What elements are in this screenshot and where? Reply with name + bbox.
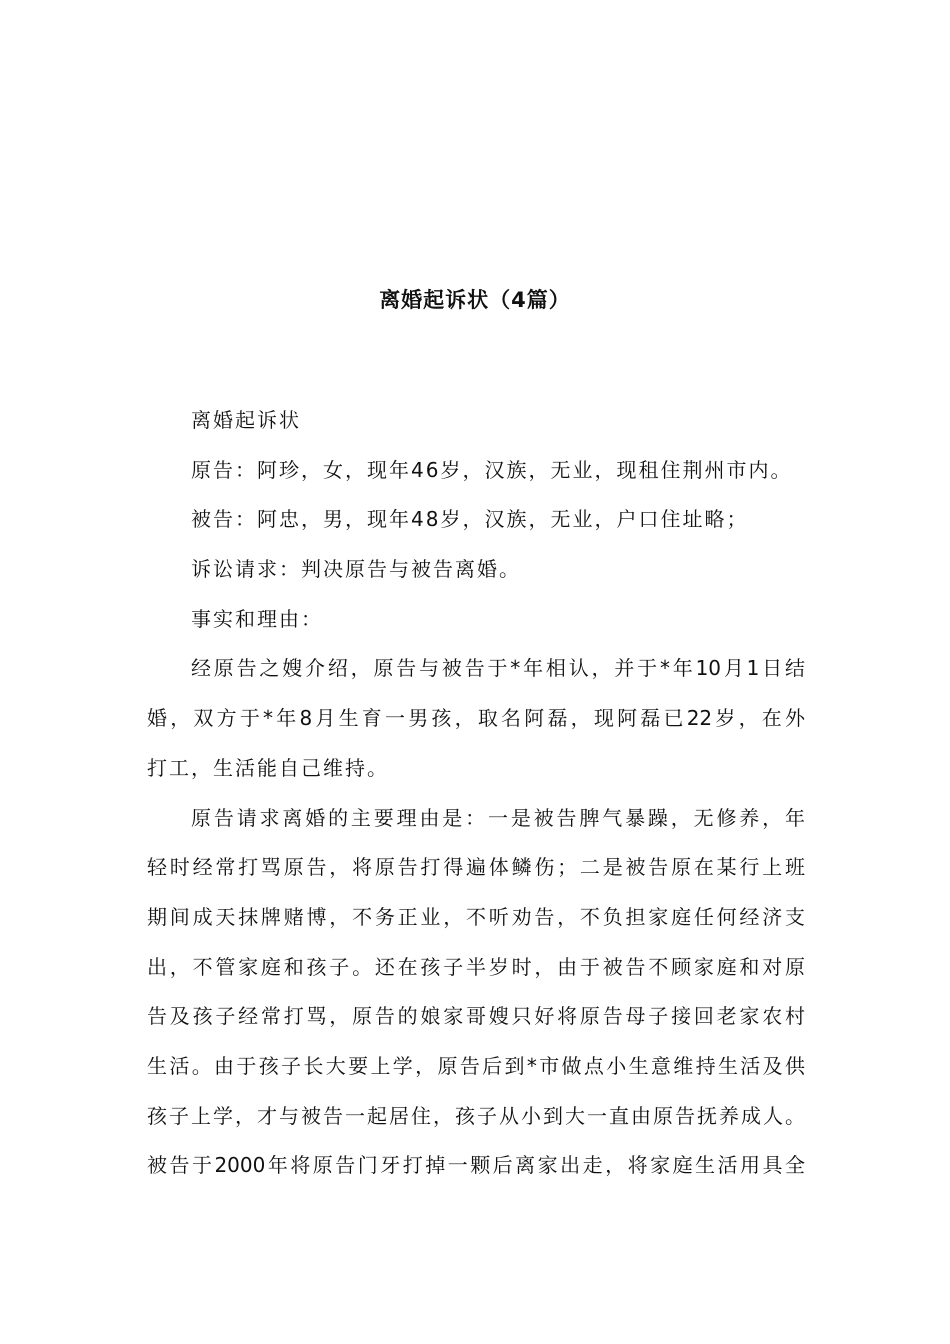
text-line: 经原告之嫂介绍，原告与被告于*年相认，并于*年10月1日结 bbox=[191, 656, 805, 681]
text-line: 打工，生活能自己维持。 bbox=[147, 755, 389, 780]
text-line: 事实和理由： bbox=[191, 606, 323, 631]
text-line: 期间成天抹牌赌博，不务正业，不听劝告，不负担家庭任何经济支 bbox=[147, 904, 805, 929]
text-line: 被告于2000年将原告门牙打掉一颗后离家出走，将家庭生活用具全 bbox=[147, 1153, 805, 1178]
text-line: 原告：阿珍，女，现年46岁，汉族，无业，现租住荆州市内。 bbox=[191, 457, 793, 482]
text-line: 告及孩子经常打骂，原告的娘家哥嫂只好将原告母子接回老家农村 bbox=[147, 1004, 805, 1029]
document-body bbox=[147, 402, 805, 1197]
text-line: 离婚起诉状 bbox=[191, 408, 301, 432]
text-line: 轻时经常打骂原告，将原告打得遍体鳞伤；二是被告原在某行上班 bbox=[147, 855, 805, 880]
text-line: 孩子上学，才与被告一起居住，孩子从小到大一直由原告抚养成人。 bbox=[147, 1103, 805, 1128]
text-line: 生活。由于孩子长大要上学，原告后到*市做点小生意维持生活及供 bbox=[147, 1053, 805, 1078]
text-line: 婚，双方于*年8月生育一男孩，取名阿磊，现阿磊已22岁，在外 bbox=[147, 706, 805, 731]
document-title: 离婚起诉状（4篇） bbox=[379, 288, 571, 312]
text-line: 原告请求离婚的主要理由是：一是被告脾气暴躁，无修养，年 bbox=[191, 805, 805, 830]
text-line: 被告：阿忠，男，现年48岁，汉族，无业，户口住址略； bbox=[191, 507, 749, 532]
text-line: 诉讼请求：判决原告与被告离婚。 bbox=[191, 557, 521, 582]
text-line: 出，不管家庭和孩子。还在孩子半岁时，由于被告不顾家庭和对原 bbox=[147, 954, 805, 979]
